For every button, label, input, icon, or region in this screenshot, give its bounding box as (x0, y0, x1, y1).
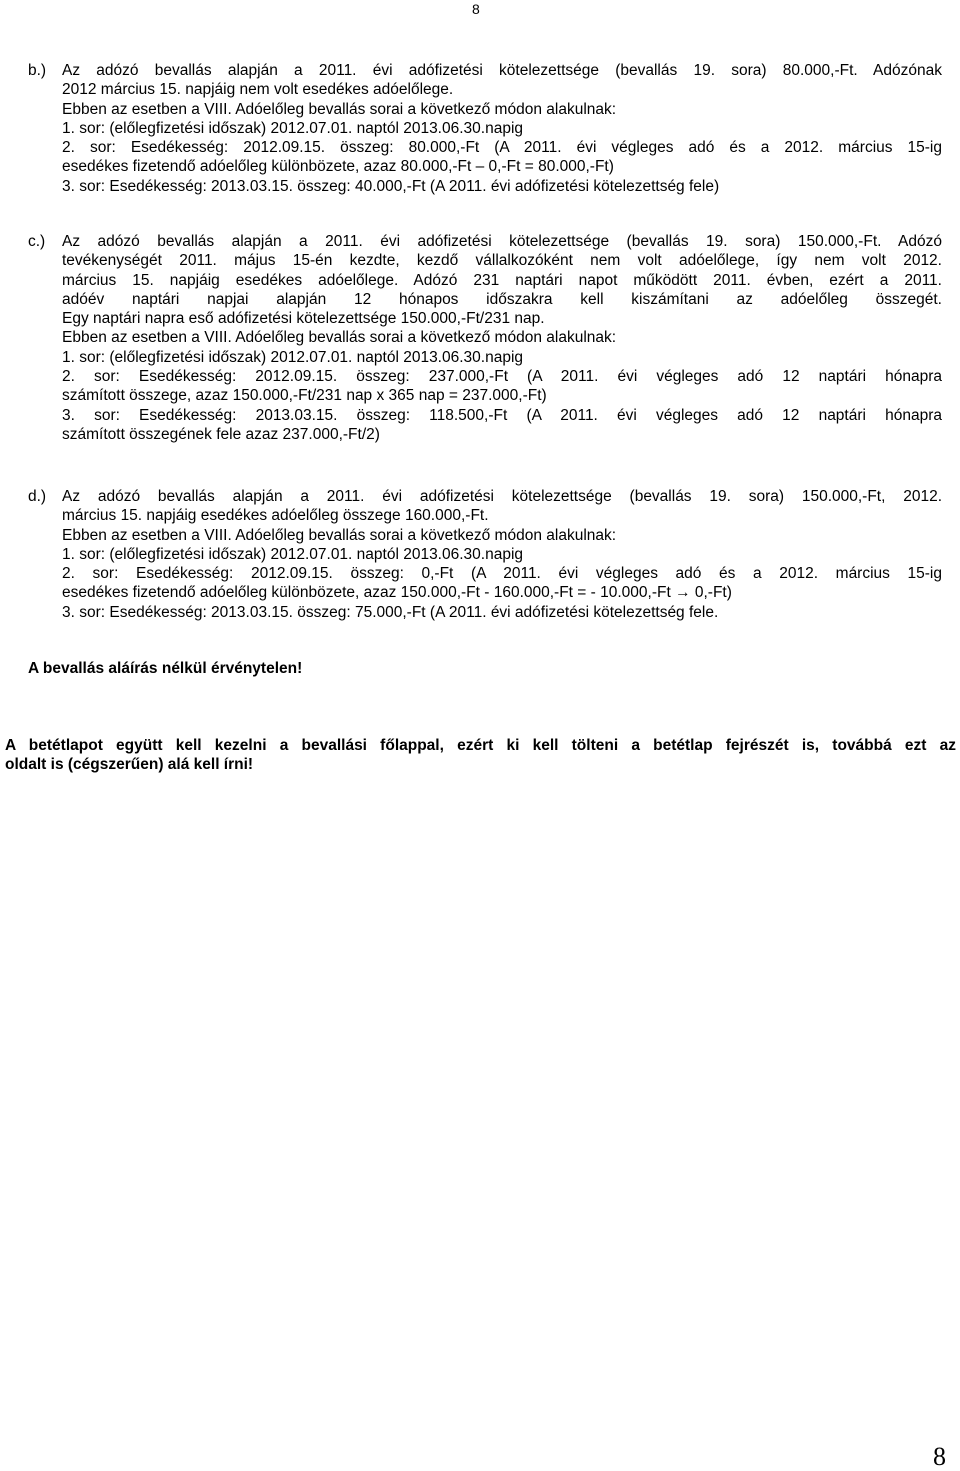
section-c (28, 232, 942, 444)
section-c-line: 3. sor: Esedékesség: 2013.03.15. összeg: 118.500,-Ft (A 2011. évi végleges adó 12 naptári hónapra (62, 406, 942, 424)
section-b-label: b.) (28, 62, 47, 79)
section-d-line: Ebben az esetben a VIII. Adóelőleg bevallás sorai a következő módon alakulnak: (62, 526, 617, 544)
section-d-line: Az adózó bevallás alapján a 2011. évi adófizetési kötelezettsége (bevallás 19. sora) 150.000,-Ft, 2012. (62, 488, 942, 505)
section-c-line: Az adózó bevallás alapján a 2011. évi adófizetési kötelezettsége (bevallás 19. sora) 150.000,-Ft. Adózó (62, 233, 942, 250)
section-c-line: számított összege, azaz 150.000,-Ft/231 nap x 365 nap = 237.000,-Ft) (62, 387, 547, 405)
section-b-line: 2. sor: Esedékesség: 2012.09.15. összeg: 80.000,-Ft (A 2011. évi végleges adó és a 2012. március 15-ig (62, 139, 942, 157)
signature-warning: A bevallás aláírás nélkül érvénytelen! (28, 660, 303, 677)
section-d-line: 3. sor: Esedékesség: 2013.03.15. összeg: 75.000,-Ft (A 2011. évi adófizetési kötelezettség fele. (62, 603, 719, 621)
page-number-top: 8 (472, 1, 480, 17)
section-d-label: d.) (28, 488, 47, 505)
section-c-line: Ebben az esetben a VIII. Adóelőleg bevallás sorai a következő módon alakulnak: (62, 329, 617, 347)
section-c-line: március 15. napjáig esedékes adóelőlege. Adózó 231 naptári napot működött 2011. évben, ezért a 2011. (62, 271, 942, 289)
section-c-line: számított összegének fele azaz 237.000,-Ft/2) (62, 425, 380, 443)
section-d-line: március 15. napjáig esedékes adóelőleg összege 160.000,-Ft. (62, 507, 489, 525)
section-d (28, 487, 942, 622)
section-b-line: 3. sor: Esedékesség: 2013.03.15. összeg: 40.000,-Ft (A 2011. évi adófizetési kötelezettség fele) (62, 177, 720, 195)
section-b-line: 2012 március 15. napjáig nem volt esedékes adóelőlege. (62, 81, 454, 99)
section-b-line: Ebben az esetben a VIII. Adóelőleg bevallás sorai a következő módon alakulnak: (62, 100, 617, 118)
section-c-line: 2. sor: Esedékesség: 2012.09.15. összeg: 237.000,-Ft (A 2011. évi végleges adó 12 naptári hónapra (62, 368, 942, 386)
page-number-bottom: 8 (933, 1441, 946, 1471)
instruction-line: A betétlapot együtt kell kezelni a bevallási főlappal, ezért ki kell tölteni a betétlap fejrészét is, továbbá ezt az (5, 737, 956, 754)
section-c-line: 1. sor: (előlegfizetési időszak) 2012.07.01. naptól 2013.06.30.napig (62, 348, 524, 366)
section-c-label: c.) (28, 233, 46, 250)
section-d-line: esedékes fizetendő adóelőleg különbözete, azaz 150.000,-Ft - 160.000,-Ft = - 10.000,-Ft → 0,-Ft) (62, 584, 732, 602)
instruction-line: oldalt is (cégszerűen) alá kell írni! (5, 756, 254, 774)
instruction-text (5, 736, 956, 775)
section-b-line: 1. sor: (előlegfizetési időszak) 2012.07.01. naptól 2013.06.30.napig (62, 119, 524, 137)
section-b-line: Az adózó bevallás alapján a 2011. évi adófizetési kötelezettsége (bevallás 19. sora) 80.000,-Ft. Adózónak (62, 62, 942, 79)
section-b (28, 61, 942, 196)
section-d-line: 1. sor: (előlegfizetési időszak) 2012.07.01. naptól 2013.06.30.napig (62, 545, 524, 563)
section-c-line: adóév naptári napjai alapján 12 hónapos időszakra kell kiszámítani az adóelőleg összegét. (62, 290, 942, 308)
section-c-line: Egy naptári napra eső adófizetési kötelezettsége 150.000,-Ft/231 nap. (62, 310, 545, 328)
section-d-line: 2. sor: Esedékesség: 2012.09.15. összeg: 0,-Ft (A 2011. évi végleges adó és a 2012. március 15-ig (62, 565, 942, 583)
section-b-line: esedékes fizetendő adóelőleg különbözete, azaz 80.000,-Ft – 0,-Ft = 80.000,-Ft) (62, 158, 614, 176)
section-c-line: tevékenységét 2011. május 15-én kezdte, kezdő vállalkozóként nem volt adóelőlege, így nem volt 2012. (62, 252, 942, 270)
